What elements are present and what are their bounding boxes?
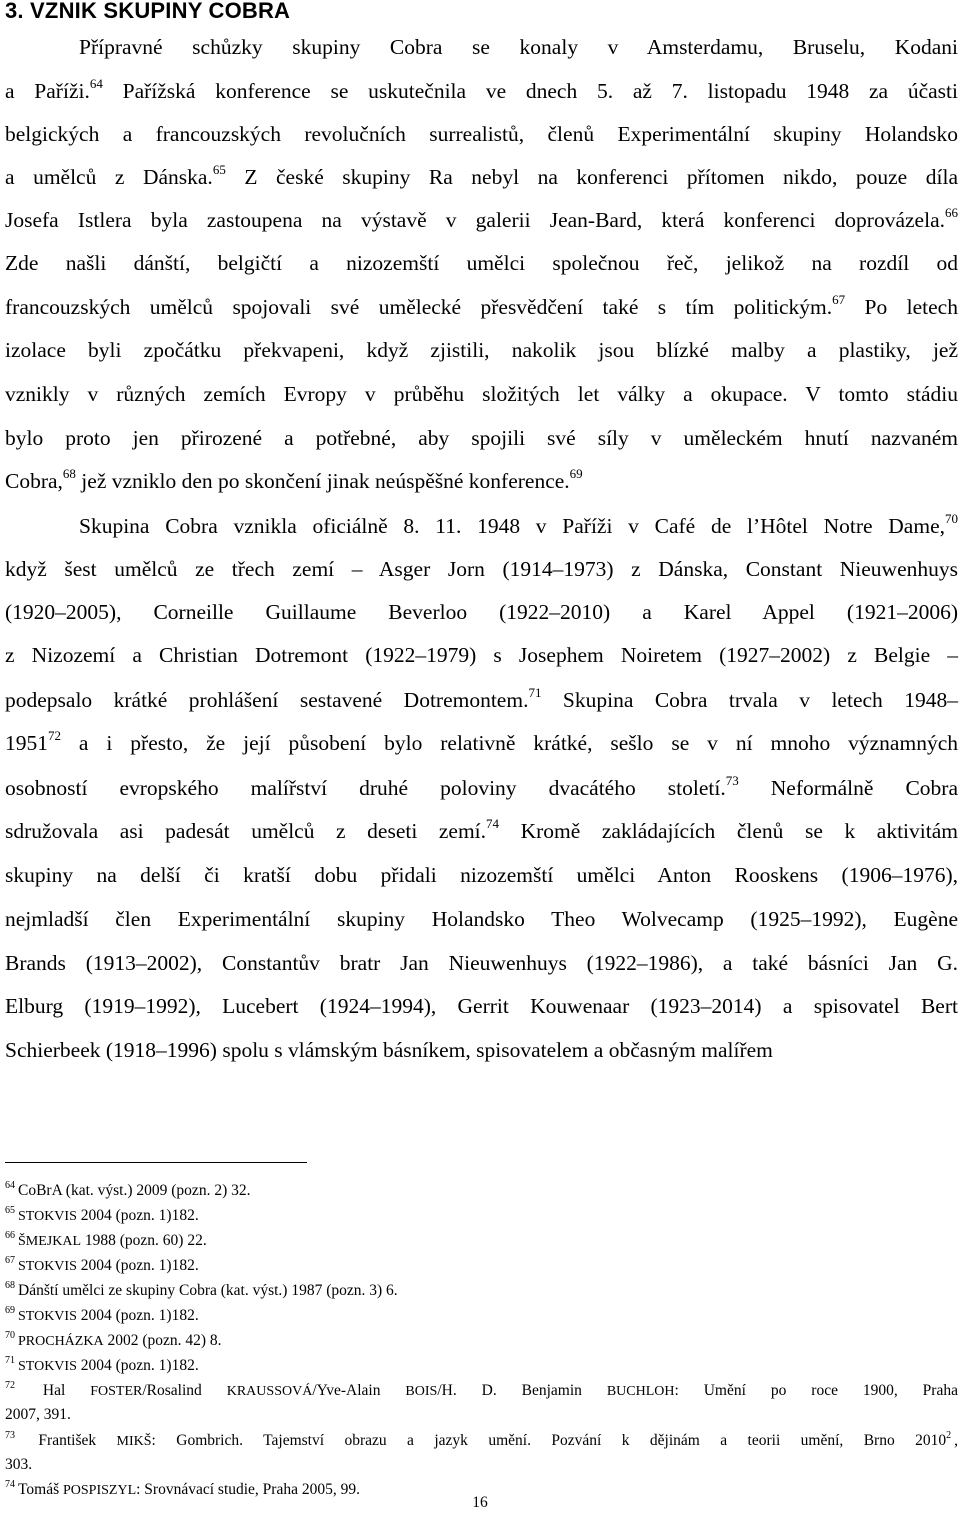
footnote-number: 69 (5, 1305, 15, 1316)
footnote-number: 65 (5, 1205, 15, 1216)
footnote (5, 1380, 958, 1403)
author-name: FOSTER (90, 1384, 143, 1399)
chapter-heading: 3. VZNIK SKUPINY COBRA (5, 0, 291, 23)
author-name: MIKŠ (116, 1434, 152, 1449)
author-name: STOKVIS (18, 1209, 77, 1224)
line-text: Přípravné schůzky skupiny Cobra se konaly v Amsterdamu, Bruselu, Kodani (79, 35, 958, 59)
line-text: nejmladší člen Experimentální skupiny Holandsko Theo Wolvecamp (1925–1992), Eugène (5, 907, 958, 931)
body-line (5, 424, 958, 452)
author-name: STOKVIS (18, 1309, 77, 1324)
body-line (5, 1036, 958, 1064)
footnote-number: 66 (5, 1230, 15, 1241)
line-text: podepsalo krátké prohlášení sestavené Dotremontem. (5, 688, 529, 712)
footnote-ref: 67 (832, 292, 846, 307)
footnote-ref: 70 (945, 511, 958, 526)
footnote (5, 1280, 960, 1302)
footnote-number: 74 (5, 1479, 15, 1490)
footnote-number: 72 (5, 1380, 15, 1391)
footnote-text: : Srovnávací studie, Praha 2005, 99. (136, 1481, 360, 1498)
line-text: vznikly v různých zemích Evropy v průběhu složitých let války a okupace. V tomto stádiu (5, 382, 958, 406)
author-name: STOKVIS (18, 1259, 77, 1274)
line-text: Brands (1913–2002), Constantův bratr Jan Nieuwenhuys (1922–1986), a také básníci Jan G. (5, 951, 958, 975)
footnote-text: 2 (946, 1430, 952, 1441)
line-text: z Nizozemí a Christian Dotremont (1922–1979) s Josephem Noiretem (1927–2002) z Belgie – (5, 643, 958, 667)
body-line (79, 33, 958, 61)
footnote-text: 2004 (pozn. 1)182. (76, 1307, 199, 1324)
body-line (5, 861, 958, 889)
footnote-text: : Umění po roce 1900, Praha (674, 1382, 958, 1399)
author-name: BUCHLOH (606, 1384, 675, 1399)
line-text: Josefa Istlera byla zastoupena na výstavě v galerii Jean-Bard, která konferenci doprovázela. (5, 208, 945, 232)
footnote-number: 71 (5, 1355, 15, 1366)
footnote-ref: 69 (569, 466, 583, 481)
footnote-ref: 73 (725, 773, 739, 788)
body-line (5, 120, 958, 148)
footnote (5, 1430, 958, 1453)
footnote-continuation: 2007, 391. (5, 1406, 71, 1423)
footnote-text: CoBrA (kat. výst.) 2009 (pozn. 2) 32. (18, 1182, 251, 1199)
footnote-number: 70 (5, 1330, 15, 1341)
line-text: když šest umělců ze třech zemí – Asger Jorn (1914–1973) z Dánska, Constant Nieuwenhuys (5, 557, 958, 581)
footnote-ref: 71 (528, 685, 542, 700)
footnote-text: , (954, 1432, 958, 1449)
body-line (5, 336, 958, 364)
footnote-text: Tomáš (18, 1481, 63, 1498)
footnote-ref: 74 (486, 816, 500, 831)
footnote-text: Dánští umělci ze skupiny Cobra (kat. výst.) 1987 (pozn. 3) 6. (18, 1282, 398, 1299)
footnote-text: František (18, 1432, 117, 1449)
body-line (5, 206, 958, 234)
line-text: Skupina Cobra vznikla oficiálně 8. 11. 1948 v Paříži v Café de l’Hôtel Notre Dame, (79, 514, 945, 538)
body-line (5, 686, 958, 714)
footnote-text: /Yve-Alain (312, 1382, 406, 1399)
body-line (5, 992, 958, 1020)
line-text: Elburg (1919–1992), Lucebert (1924–1994), Gerrit Kouwenaar (1923–2014) a spisovatel Bert (5, 994, 958, 1018)
author-name: KRAUSSOVÁ (226, 1384, 313, 1399)
body-line (5, 905, 958, 933)
line-text: Schierbeek (1918–1996) spolu s vlámským básníkem, spisovatelem a občasným malířem (5, 1038, 773, 1062)
body-line (5, 598, 958, 626)
body-line (5, 163, 958, 191)
body-line (5, 380, 958, 408)
line-text: belgických a francouzských revolučních surrealistů, členů Experimentální skupiny Holandsko (5, 122, 958, 146)
footnote-text: 2004 (pozn. 1)182. (76, 1357, 199, 1374)
body-line (5, 641, 958, 669)
line-text: bylo proto jen přirozené a potřebné, aby spojili své síly v uměleckém hnutí nazvaném (5, 426, 958, 450)
body-line (5, 77, 958, 105)
line-text: (1920–2005), Corneille Guillaume Beverloo (1922–2010) a Karel Appel (1921–2006) (5, 600, 958, 624)
line-text: skupiny na delší či kratší dobu přidali nizozemští umělci Anton Rooskens (1906–1976), (5, 863, 958, 887)
footnote-text: 2004 (pozn. 1)182. (76, 1207, 199, 1224)
footnote (5, 1255, 960, 1278)
line-text: Skupina Cobra trvala v letech 1948– (541, 688, 958, 712)
footnote-text: : Gombrich. Tajemství obrazu a jazyk umění. Pozvání k dějinám a teorii umění, Brno 2010 (151, 1432, 947, 1449)
line-text: a i přesto, že její působení bylo relativně krátké, sešlo se v ní mnoho významných (61, 731, 958, 755)
line-text: osobností evropského malířství druhé poloviny dvacátého století. (5, 776, 726, 800)
body-line (5, 467, 958, 495)
footnote (5, 1205, 960, 1228)
line-text: Cobra, (5, 469, 63, 493)
body-line (5, 729, 958, 757)
footnote-ref: 66 (945, 205, 958, 220)
footnote-number: 68 (5, 1280, 15, 1291)
footnote-ref: 68 (62, 466, 76, 481)
footnote-number: 67 (5, 1255, 15, 1266)
footnote-number: 64 (5, 1180, 15, 1191)
body-line (5, 774, 958, 802)
body-line (5, 249, 958, 277)
footnote-continuation: 303. (5, 1456, 33, 1473)
author-name: ŠMEJKAL (18, 1234, 82, 1249)
footnote-ref: 65 (212, 162, 226, 177)
line-text: izolace byli zpočátku překvapeni, když zjistili, nakolik jsou blízké malby a plastiky, jež (5, 338, 958, 362)
body-line (5, 949, 958, 977)
body-line (5, 817, 958, 845)
footnote-text: 1988 (pozn. 60) 22. (81, 1232, 207, 1249)
author-name: PROCHÁZKA (18, 1334, 104, 1349)
line-text: a umělců z Dánska. (5, 165, 213, 189)
line-text: Po letech (845, 295, 958, 319)
line-text: Kromě zakládajících členů se k aktivitám (499, 819, 958, 843)
author-name: STOKVIS (18, 1359, 77, 1374)
page-number: 16 (472, 1494, 488, 1511)
line-text: Pařížská konference se uskutečnila ve dnech 5. až 7. listopadu 1948 za účasti (102, 79, 958, 103)
footnote-text: /H. D. Benjamin (437, 1382, 607, 1399)
line-text: sdružovala asi padesát umělců z deseti zemí. (5, 819, 487, 843)
footnote (5, 1180, 960, 1202)
footnote (5, 1355, 960, 1378)
footnote-number: 73 (5, 1430, 15, 1441)
footnote-text: 2002 (pozn. 42) 8. (103, 1332, 222, 1349)
body-line (5, 555, 958, 583)
line-text: 1951 (5, 731, 48, 755)
footnote (5, 1330, 960, 1353)
line-text: jež vzniklo den po skončení jinak neúspěšné konference. (75, 469, 570, 493)
line-text: Z české skupiny Ra nebyl na konferenci přítomen nikdo, pouze díla (225, 165, 958, 189)
footnote-ref: 64 (89, 76, 103, 91)
footnote (5, 1230, 960, 1253)
line-text: Neformálně Cobra (738, 776, 958, 800)
line-text: Zde našli dánští, belgičtí a nizozemští umělci společnou řeč, jelikož na rozdíl od (5, 251, 958, 275)
footnote-separator (5, 1162, 307, 1163)
footnote-text: /Rosalind (142, 1382, 227, 1399)
line-text: francouzských umělců spojovali své umělecké přesvědčení také s tím politickým. (5, 295, 833, 319)
author-name: POSPISZYL (62, 1483, 137, 1498)
author-name: BOIS (405, 1384, 438, 1399)
footnote (5, 1305, 960, 1328)
body-line (79, 512, 958, 540)
footnote-text: Hal (18, 1382, 91, 1399)
footnote-text: 2004 (pozn. 1)182. (76, 1257, 199, 1274)
body-line (5, 293, 958, 321)
line-text: a Paříži. (5, 79, 90, 103)
footnote-ref: 72 (48, 728, 61, 743)
